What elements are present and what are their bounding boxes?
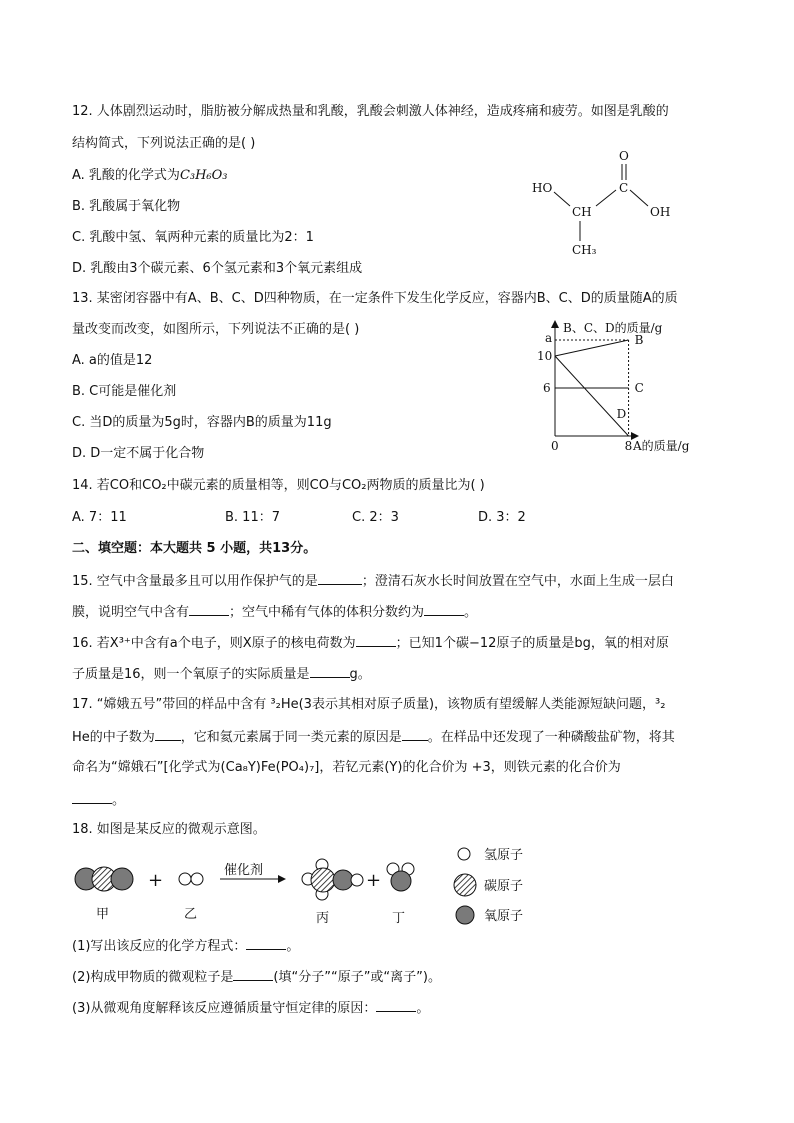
q17-line3: 命名为“嫦娥石”[化学式为(Ca₈Y)Fe(PO₄)₇]，若钇元素(Y)的化合价为 +3，则铁元素的化合价为 — [72, 760, 621, 775]
structure-ho: HO — [532, 181, 553, 195]
label-bing: 丙 — [316, 911, 330, 926]
series-label-B: B — [634, 333, 644, 347]
q16-text-3: 子质量是16，则一个氧原子的实际质量是 — [72, 667, 310, 682]
q12-option-d[interactable]: D. 乳酸由3个碳元素、6个氢元素和3个氧元素组成 — [72, 261, 363, 276]
q12-stem-line1: 12. 人体剧烈运动时，脂肪被分解成热量和乳酸，乳酸会刺激人体神经，造成疼痛和疲劳。如图是乳酸的 — [72, 104, 669, 119]
q18-stem: 18. 如图是某反应的微观示意图。 — [72, 822, 266, 837]
q15-text-1: 15. 空气中含量最多且可以用作保护气的是 — [72, 574, 318, 589]
q15-text-2: ；澄清石灰水长时间放置在空气中，水面上生成一层白 — [361, 574, 674, 589]
q13-stem-line1: 13. 某密闭容器中有A、B、C、D四种物质，在一定条件下发生化学反应，容器内B、C、D的质量随A的质 — [72, 291, 678, 306]
reaction-arrow-head — [278, 875, 286, 883]
q18-sub1-end: 。 — [286, 939, 300, 954]
q17-text-4: 。 — [112, 793, 126, 808]
q12-option-a[interactable] — [72, 168, 228, 184]
label-ding: 丁 — [392, 911, 406, 926]
q17-text-3: 。在样品中还发现了一种磷酸盐矿物，将其 — [427, 730, 675, 745]
label-yi: 乙 — [184, 907, 198, 922]
reaction-diagram — [72, 846, 552, 926]
q15-blank-3[interactable] — [424, 603, 464, 616]
series-line-B — [555, 340, 629, 356]
structure-top-o: O — [619, 149, 629, 163]
y-axis-arrow — [551, 320, 559, 328]
bond-ho-ch — [554, 192, 570, 206]
q16-text-4: g。 — [349, 667, 371, 682]
q18-sub3-end: 。 — [416, 1001, 430, 1016]
q15-text-3: 膜，说明空气中含有 — [72, 605, 190, 620]
q13-option-b[interactable]: B. C可能是催化剂 — [72, 384, 177, 399]
legend-oxygen-label: 氧原子 — [484, 909, 524, 924]
q13-option-c[interactable]: C. 当D的质量为5g时，容器内B的质量为11g — [72, 415, 332, 430]
q17-line2 — [72, 728, 675, 746]
label-jia: 甲 — [96, 907, 110, 922]
q15-text-4: ；空气中稀有气体的体积分数约为 — [229, 605, 425, 620]
q18-sub3-text: (3)从微观角度解释该反应遵循质量守恒定律的原因： — [72, 1001, 377, 1016]
q17-blank-1[interactable] — [155, 728, 181, 741]
q16-blank-2[interactable] — [310, 665, 350, 678]
legend-carbon-icon — [454, 874, 476, 896]
q14-option-a[interactable]: A. 7：11 — [72, 510, 127, 525]
lactic-acid-structure — [520, 146, 720, 266]
structure-ch3: CH₃ — [572, 243, 597, 257]
plus-1: + — [148, 870, 164, 891]
q12-option-a-text: A. 乳酸的化学式为 — [72, 168, 180, 183]
x-axis-label: A的质量/g — [633, 439, 690, 453]
bond-c-oh — [630, 190, 648, 206]
y-tick-10: 10 — [537, 349, 553, 363]
molecule-bing — [302, 859, 363, 900]
section-heading: 二、填空题：本大题共 5 小题，共13分。 — [72, 541, 317, 556]
q17-blank-3[interactable] — [72, 791, 112, 804]
plus-2: + — [366, 870, 382, 891]
q13-option-d[interactable]: D. D一定不属于化合物 — [72, 446, 205, 461]
q13-option-a[interactable]: A. a的值是12 — [72, 353, 153, 368]
q18-sub2-text: (2)构成甲物质的微观粒子是 — [72, 970, 234, 985]
oxygen-atom — [391, 871, 411, 891]
q12-option-b[interactable]: B. 乳酸属于氧化物 — [72, 199, 181, 214]
oxygen-atom — [111, 868, 133, 890]
q16-text-2: ；已知1个碳−12原子的质量是bg，氧的相对原 — [395, 636, 669, 651]
q14-stem: 14. 若CO和CO₂中碳元素的质量相等，则CO与CO₂两物质的质量比为( ) — [72, 478, 485, 493]
q16-line2 — [72, 665, 371, 683]
q18-sub1-text: (1)写出该反应的化学方程式： — [72, 939, 247, 954]
hydrogen-atom — [191, 873, 203, 885]
structure-ch: CH — [572, 205, 592, 219]
q18-blank-3[interactable] — [376, 999, 416, 1012]
oxygen-atom — [333, 870, 353, 890]
structure-c: C — [619, 181, 629, 195]
q18-sub3 — [72, 999, 429, 1017]
q16-text-1: 16. 若X³⁺中含有a个电子，则X原子的核电荷数为 — [72, 636, 356, 651]
q16-line1 — [72, 634, 669, 652]
y-tick-a: a — [545, 331, 553, 345]
bond-ch-c — [596, 190, 616, 206]
q18-sub2-end: (填“分子”“原子”或“离子”)。 — [273, 970, 441, 985]
q17-text-1: He的中子数为 — [72, 730, 155, 745]
y-tick-6: 6 — [543, 381, 551, 395]
q12-stem-line2: 结构简式，下列说法正确的是( ) — [72, 136, 256, 151]
q14-option-c[interactable]: C. 2：3 — [352, 510, 399, 525]
legend-hydrogen-icon — [458, 848, 470, 860]
molecule-ding — [387, 863, 414, 891]
q16-blank-1[interactable] — [356, 634, 396, 647]
q17-blank-2[interactable] — [402, 728, 428, 741]
x-tick-0: 0 — [551, 439, 559, 453]
q18-blank-2[interactable] — [233, 968, 273, 981]
carbon-atom — [311, 868, 335, 892]
q12-option-a-formula: C₃H₆O₃ — [179, 168, 228, 183]
molecule-jia — [75, 867, 133, 891]
series-line-D — [555, 356, 629, 436]
q14-option-b[interactable]: B. 11：7 — [225, 510, 280, 525]
q14-option-d[interactable]: D. 3：2 — [478, 510, 526, 525]
series-label-C: C — [634, 381, 644, 395]
structure-oh: OH — [650, 205, 671, 219]
q12-option-c[interactable]: C. 乳酸中氢、氧两种元素的质量比为2：1 — [72, 230, 314, 245]
q13-stem-line2: 量改变而改变，如图所示，下列说法不正确的是( ) — [72, 322, 360, 337]
q17-text-2: ，它和氦元素属于同一类元素的原因是 — [180, 730, 402, 745]
q15-line2 — [72, 603, 477, 621]
q18-sub2 — [72, 968, 441, 986]
q15-blank-2[interactable] — [189, 603, 229, 616]
molecule-yi — [179, 873, 203, 885]
legend-carbon-label: 碳原子 — [484, 879, 524, 894]
x-tick-8: 8 — [624, 439, 633, 453]
q18-sub1 — [72, 937, 299, 955]
series-label-D: D — [616, 407, 627, 421]
y-axis-label: B、C、D的质量/g — [563, 321, 663, 335]
hydrogen-atom — [351, 874, 363, 886]
q17-line4 — [72, 791, 125, 809]
legend-hydrogen-label: 氢原子 — [484, 848, 524, 863]
q17-line1: 17. “嫦娥五号”带回的样品中含有 ³₂He(3表示其相对原子质量)，该物质有望缓解人类能源短缺问题，³₂ — [72, 697, 666, 712]
q15-text-5: 。 — [464, 605, 478, 620]
q15-blank-1[interactable] — [318, 572, 362, 585]
q15-line1 — [72, 572, 674, 590]
legend-oxygen-icon — [456, 906, 474, 924]
q18-blank-1[interactable] — [246, 937, 286, 950]
q13-mass-chart — [535, 318, 705, 458]
hydrogen-atom — [179, 873, 191, 885]
catalyst-label: 催化剂 — [224, 863, 264, 878]
